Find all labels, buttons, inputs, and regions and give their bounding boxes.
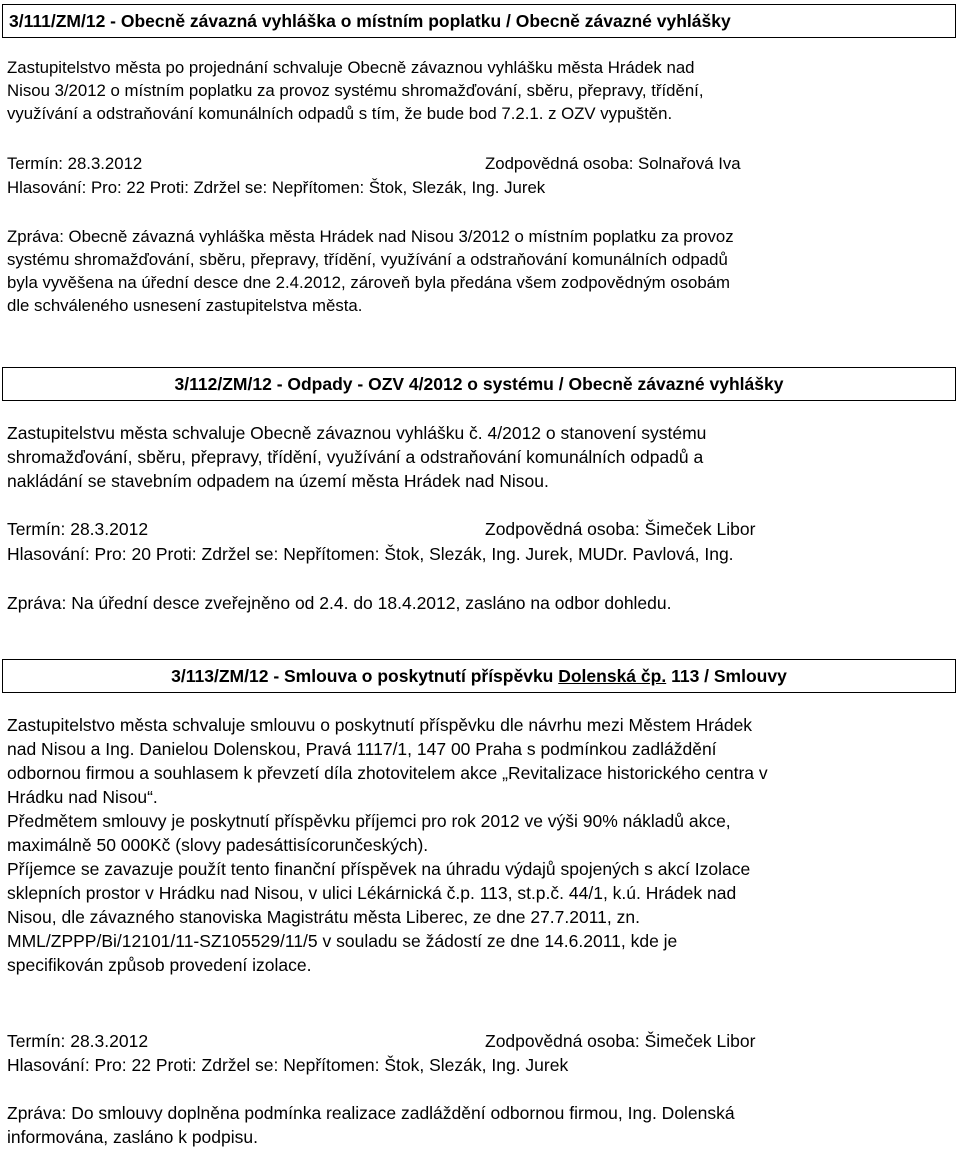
report-3-112: Zpráva: Na úřední desce zveřejněno od 2.4. do 18.4.2012, zasláno na odbor dohledu. [7,593,672,613]
responsible-person-3-112: Zodpovědná osoba: Šimeček Libor [485,519,756,539]
responsible-person-3-111: Zodpovědná osoba: Solnařová Iva [485,154,741,173]
voting-3-111: Hlasování: Pro: 22 Proti: Zdržel se: Nepřítomen: Štok, Slezák, Ing. Jurek [7,178,546,197]
report-3-111: Zpráva: Obecně závazná vyhláška města Hrádek nad Nisou 3/2012 o místním poplatku za provoz systému shromažďování, sběru, přepravy, třídění, využívání a odstraňování komunálních odpadů byla vyvěšena na úřední desce dne 2.4.2012, zároveň byla předána všem zodpovědným osobám dle schváleného usnesení zastupitelstva města. [7,227,734,315]
section-heading-text: 3/112/ZM/12 - Odpady - OZV 4/2012 o systému / Obecně závazné vyhlášky [174,373,784,394]
section-heading-3-111 [2,4,956,38]
voting-3-112: Hlasování: Pro: 20 Proti: Zdržel se: Nepřítomen: Štok, Slezák, Ing. Jurek, MUDr. Pavlová, Ing. [7,544,734,564]
section-heading-text: 3/111/ZM/12 - Obecně závazná vyhláška o místním poplatku / Obecně závazné vyhlášky [9,10,731,31]
section-heading-text-underlined: Dolenská čp. [558,665,667,686]
section-heading-3-113 [2,659,956,693]
section-heading-text-post: 113 / Smlouvy [666,665,787,686]
resolution-text-3-111: Zastupitelstvo města po projednání schvaluje Obecně závaznou vyhlášku města Hrádek nad Nisou 3/2012 o místním poplatku za provoz systému shromažďování, sběru, přepravy, třídění, využívání a odstraňování komunálních odpadů s tím, že bude bod 7.2.1. z OZV vypuštěn. [7,58,704,123]
section-heading-text-pre: 3/113/ZM/12 - Smlouva o poskytnutí příspěvku [171,665,559,686]
termin-3-111: Termín: 28.3.2012 [7,154,143,173]
report-3-113: Zpráva: Do smlouvy doplněna podmínka realizace zadláždění odbornou firmou, Ing. Dolenská informována, zasláno k podpisu. [7,1103,735,1147]
termin-3-112: Termín: 28.3.2012 [7,519,149,539]
responsible-person-3-113: Zodpovědná osoba: Šimeček Libor [485,1031,756,1051]
termin-3-113: Termín: 28.3.2012 [7,1031,149,1051]
resolution-text-3-113: Zastupitelstvo města schvaluje smlouvu o poskytnutí příspěvku dle návrhu mezi Městem Hrádek nad Nisou a Ing. Danielou Dolenskou, Pravá 1117/1, 147 00 Praha s podmínkou zadláždění odbornou firmou a souhlasem k převzetí díla zhotovitelem akce „Revitalizace historického centra v Hrádku nad Nisou“. Předmětem smlouvy je poskytnutí příspěvku příjemci pro rok 2012 ve výši 90% nákladů akce, maximálně 50 000Kč (slovy padesáttisícorunčeských). Příjemce se zavazuje použít tento finanční příspěvek na úhradu výdajů spojených s akcí Izolace sklepních prostor v Hrádku nad Nisou, v ulici Lékárnická č.p. 113, st.p.č. 44/1, k.ú. Hrádek nad Nisou, dle závazného stanoviska Magistrátu města Liberec, ze dne 27.7.2011, zn. MML/ZPPP/Bi/12101/11-SZ105529/11/5 v souladu se žádostí ze dne 14.6.2011, kde je specifikován způsob provedení izolace. [7,715,768,975]
resolution-text-3-112: Zastupitelstvu města schvaluje Obecně závaznou vyhlášku č. 4/2012 o stanovení systému shromažďování, sběru, přepravy, třídění, využívání a odstraňování komunálních odpadů a nakládání se stavebním odpadem na území města Hrádek nad Nisou. [7,423,707,491]
voting-3-113: Hlasování: Pro: 22 Proti: Zdržel se: Nepřítomen: Štok, Slezák, Ing. Jurek [7,1055,569,1075]
section-heading-3-112 [2,367,956,401]
